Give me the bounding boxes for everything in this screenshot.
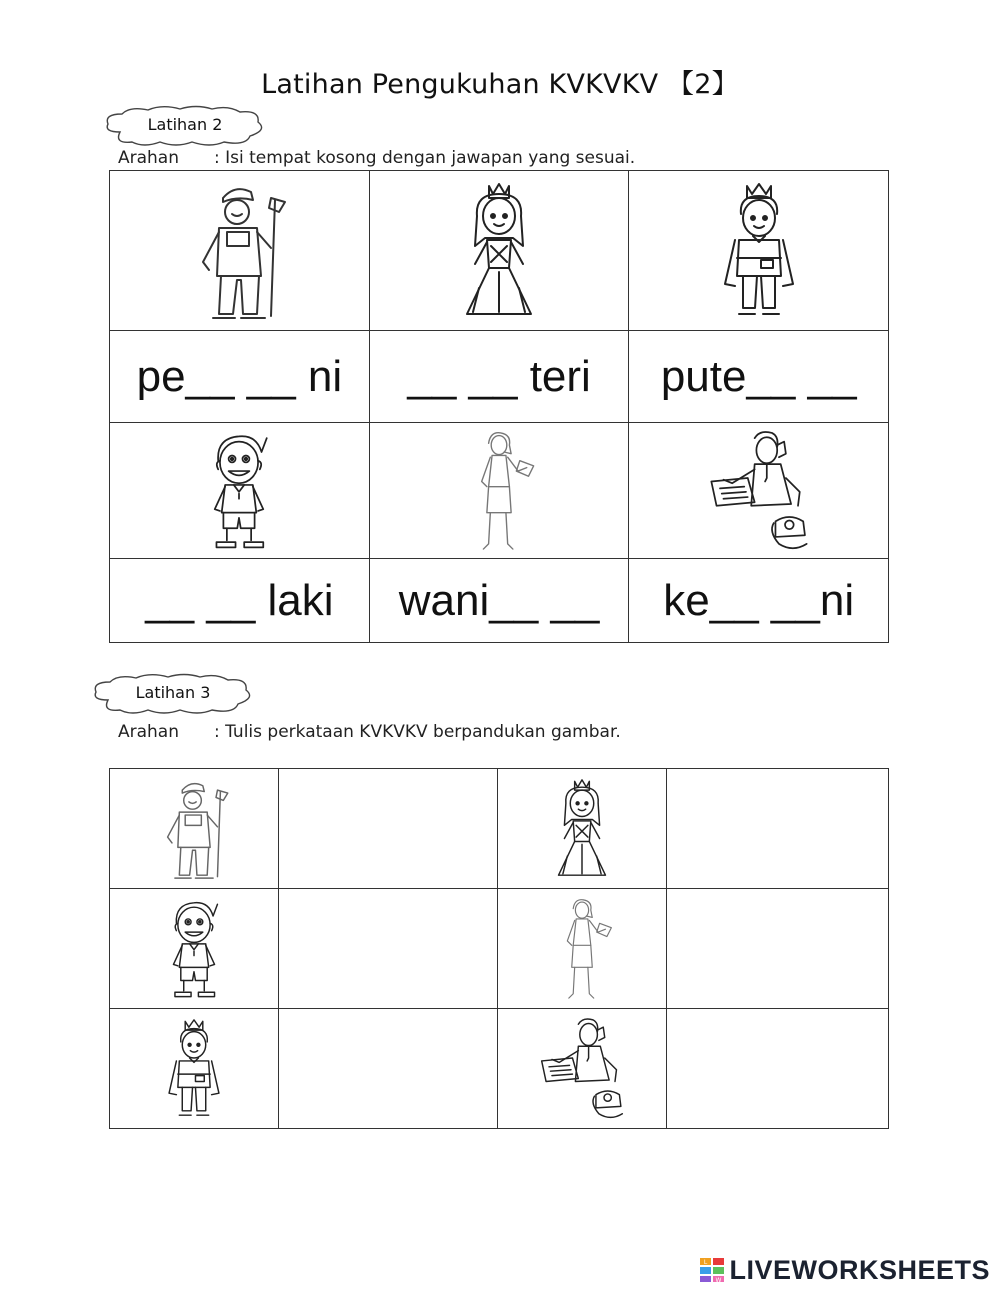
petani-icon	[146, 774, 242, 884]
word-cell[interactable]	[110, 331, 370, 423]
picture-cell	[110, 423, 370, 559]
word-blank: __ __ laki	[145, 575, 334, 625]
arahan-latihan-2	[118, 148, 635, 168]
picture-cell	[498, 889, 667, 1009]
latihan-3-table	[109, 768, 889, 1129]
arahan-key: Arahan	[118, 148, 180, 168]
answer-box[interactable]	[667, 889, 889, 1009]
latihan-3-label	[88, 672, 258, 716]
lelaki-icon	[184, 426, 294, 556]
word-cell[interactable]	[369, 331, 629, 423]
answer-box[interactable]	[278, 769, 498, 889]
puteri-icon	[534, 774, 630, 884]
answer-box[interactable]	[278, 889, 498, 1009]
word-cell[interactable]	[369, 559, 629, 643]
wanita-icon	[444, 426, 554, 556]
latihan-2-label	[100, 104, 270, 148]
answer-box[interactable]	[667, 1009, 889, 1129]
kerani-icon	[694, 426, 824, 556]
kerani-icon	[527, 1014, 637, 1124]
latihan-3-text: Latihan 3	[135, 683, 211, 702]
putera-icon	[146, 1014, 242, 1124]
lelaki-icon	[146, 894, 242, 1004]
arahan-text: : Tulis perkataan KVKVKV berpandukan gambar.	[214, 722, 621, 742]
picture-cell	[110, 889, 279, 1009]
latihan-2-table	[109, 170, 889, 643]
puteri-icon	[439, 176, 559, 326]
liveworksheets-logo	[699, 1255, 990, 1285]
picture-cell	[110, 769, 279, 889]
brand-text: LIVEWORKSHEETS	[729, 1254, 990, 1285]
answer-box[interactable]	[278, 1009, 498, 1129]
arahan-key: Arahan	[118, 722, 180, 742]
answer-box[interactable]	[667, 769, 889, 889]
word-cell[interactable]	[629, 559, 889, 643]
word-blank: ke__ __ni	[663, 575, 855, 625]
word-blank: __ __ teri	[407, 351, 591, 401]
picture-cell	[110, 171, 370, 331]
picture-cell	[369, 171, 629, 331]
arahan-text: : Isi tempat kosong dengan jawapan yang sesuai.	[214, 148, 636, 168]
word-blank: wani__ __	[398, 575, 600, 625]
word-cell[interactable]	[110, 559, 370, 643]
page-title: Latihan Pengukuhan KVKVKV 【2】	[261, 69, 739, 100]
logo-letter: L	[704, 1259, 708, 1266]
picture-cell	[629, 423, 889, 559]
picture-cell	[369, 423, 629, 559]
picture-cell	[110, 1009, 279, 1129]
word-blank: pe__ __ ni	[136, 351, 343, 401]
word-cell[interactable]	[629, 331, 889, 423]
wanita-icon	[534, 894, 630, 1004]
picture-cell	[498, 1009, 667, 1129]
petani-icon	[179, 176, 299, 326]
latihan-2-text: Latihan 2	[147, 115, 223, 134]
picture-cell	[629, 171, 889, 331]
putera-icon	[699, 176, 819, 326]
logo-letter: W	[716, 1277, 722, 1283]
word-blank: pute__ __	[660, 351, 857, 401]
liveworksheets-logo-icon	[699, 1257, 725, 1283]
picture-cell	[498, 769, 667, 889]
arahan-latihan-3	[118, 722, 621, 742]
